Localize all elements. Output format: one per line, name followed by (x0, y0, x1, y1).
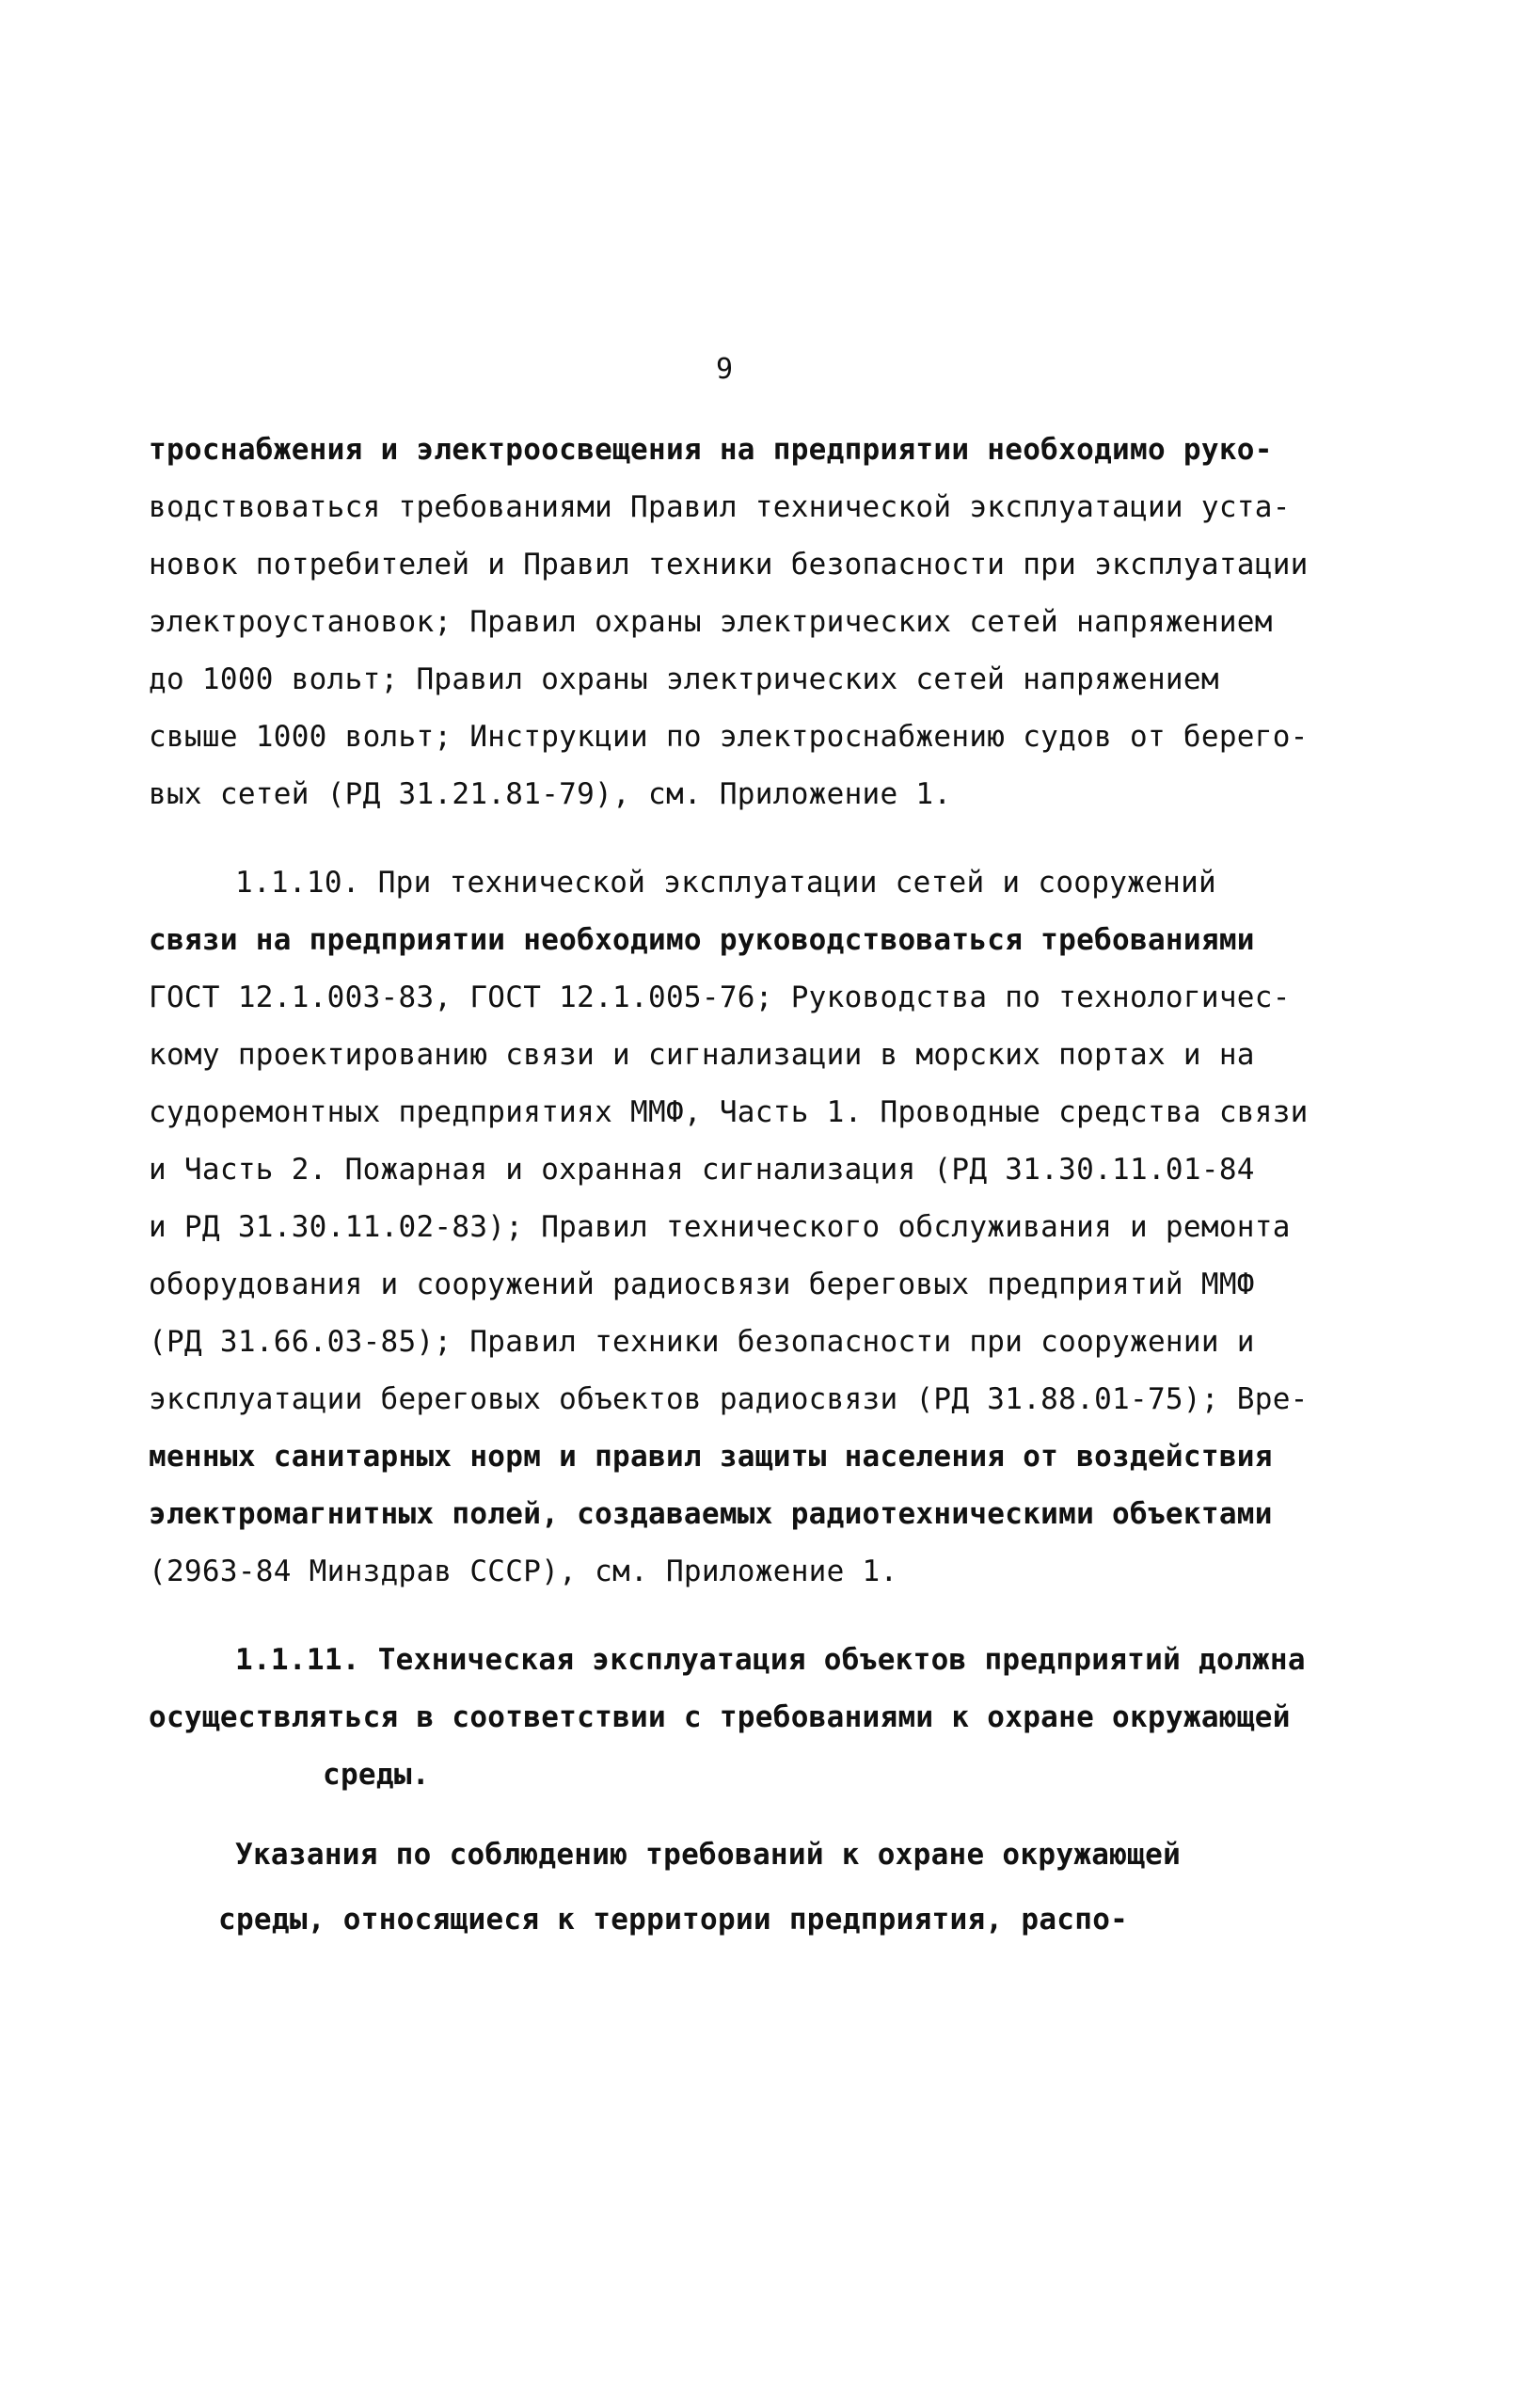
text-line: эксплуатации береговых объектов радиосвязи (РД 31.88.01-75); Вре- (149, 1382, 1309, 1416)
text-line: и РД 31.30.11.02-83); Правил технического обслуживания и ремонта (149, 1210, 1291, 1244)
text-line: новок потребителей и Правил техники безопасности при эксплуатации (149, 548, 1309, 582)
text-line: электромагнитных полей, создаваемых радиотехническими объектами (149, 1497, 1273, 1531)
text-line: свыше 1000 вольт; Инструкции по электроснабжению судов от берего- (149, 720, 1309, 754)
text-line: вых сетей (РД 31.21.81-79), см. Приложение 1. (149, 777, 952, 811)
text-line: среды. (323, 1758, 430, 1792)
text-line: связи на предприятии необходимо руководствоваться требованиями (149, 923, 1255, 957)
text-line: среды, относящиеся к территории предприятия, распо- (218, 1903, 1129, 1937)
text-line: электроустановок; Правил охраны электрических сетей напряжением (149, 605, 1273, 639)
text-line: ГОСТ 12.1.003-83, ГОСТ 12.1.005-76; Руководства по технологичес- (149, 981, 1291, 1014)
text-line: водствоваться требованиями Правил технической эксплуатации уста- (149, 490, 1291, 524)
text-line: кому проектированию связи и сигнализации в морских портах и на (149, 1038, 1255, 1072)
text-line: и Часть 2. Пожарная и охранная сигнализация (РД 31.30.11.01-84 (149, 1153, 1255, 1187)
text-line: (2963-84 Минздрав СССР), см. Приложение 1. (149, 1555, 898, 1588)
text-line: Указания по соблюдению требований к охране окружающей (235, 1838, 1182, 1872)
text-line: осуществляться в соответствии с требованиями к охране окружающей (149, 1700, 1291, 1734)
text-line: судоремонтных предприятиях ММФ, Часть 1. Проводные средства связи (149, 1095, 1309, 1129)
text-line: менных санитарных норм и правил защиты населения от воздействия (149, 1440, 1273, 1474)
page-number: 9 (715, 353, 734, 386)
text-line: 1.1.11. Техническая эксплуатация объектов предприятий должна (235, 1643, 1306, 1677)
text-line: оборудования и сооружений радиосвязи береговых предприятий ММФ (149, 1268, 1255, 1301)
text-line: до 1000 вольт; Правил охраны электрических сетей напряжением (149, 662, 1219, 696)
text-line: (РД 31.66.03-85); Правил техники безопасности при сооружении и (149, 1325, 1255, 1359)
text-line: троснабжения и электроосвещения на предприятии необходимо руко- (149, 433, 1273, 467)
text-line: 1.1.10. При технической эксплуатации сетей и сооружений (235, 866, 1216, 900)
